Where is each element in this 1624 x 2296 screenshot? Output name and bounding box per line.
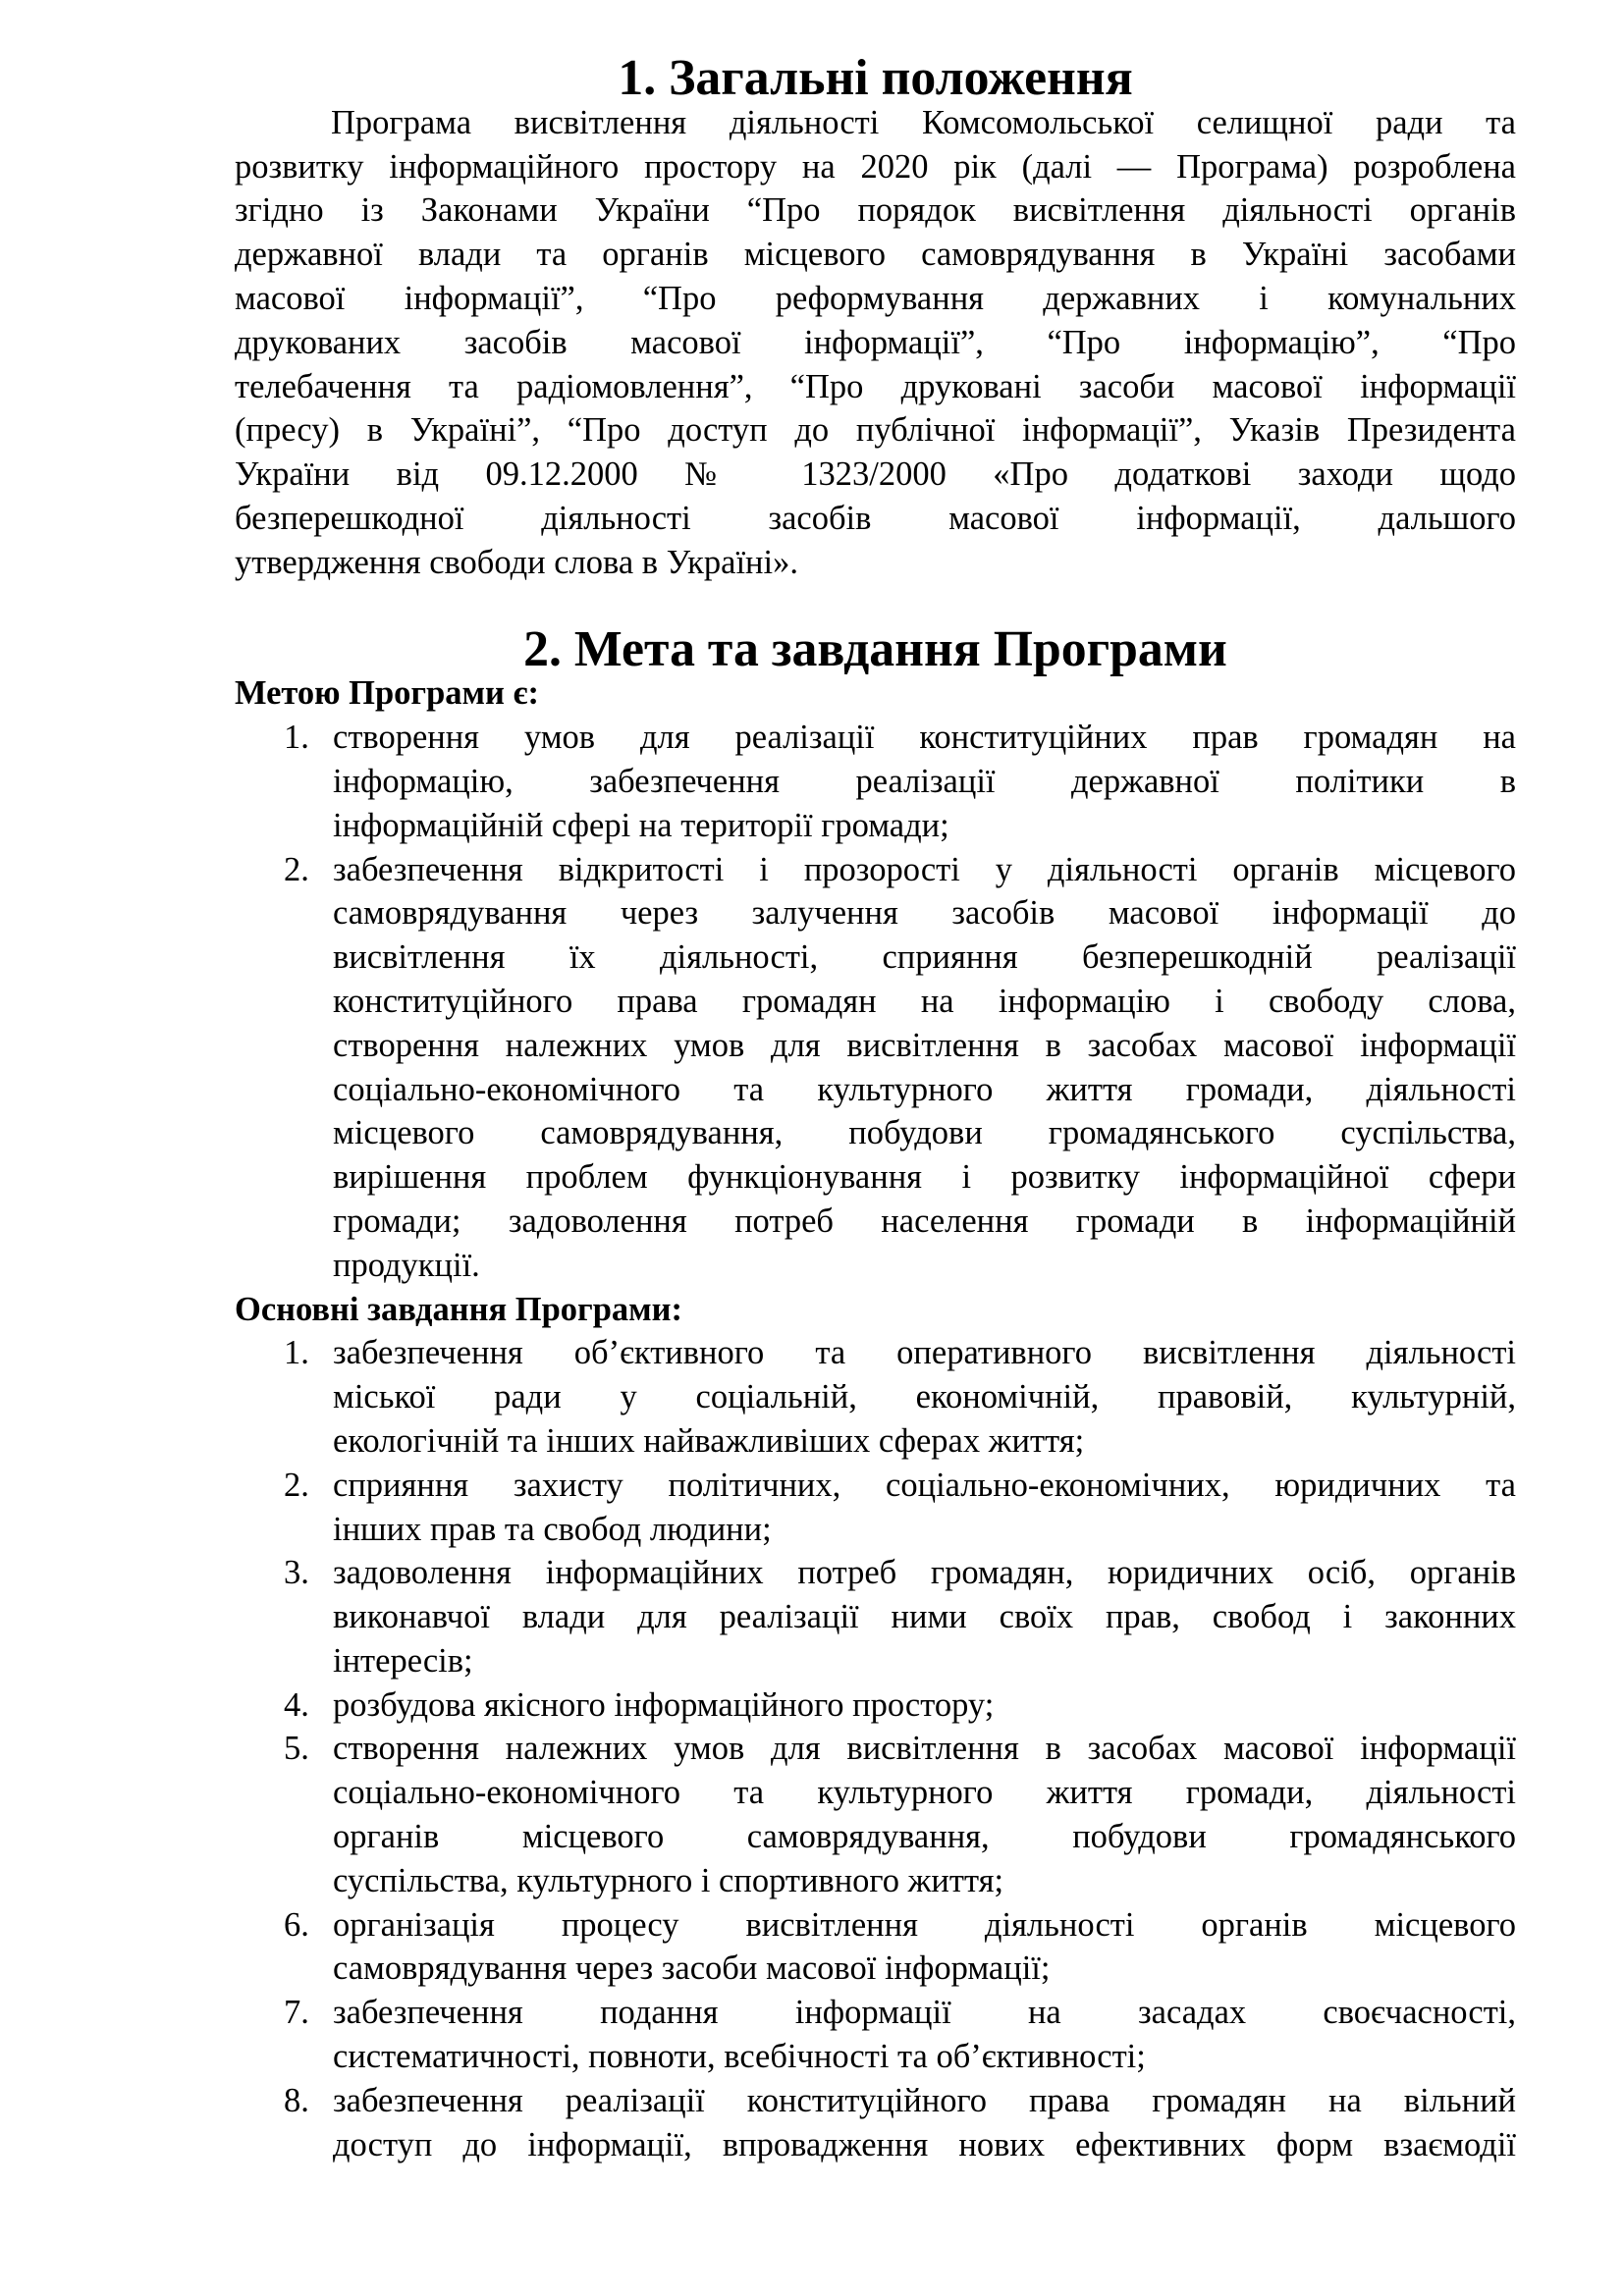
paragraph-line: України від 09.12.2000 № 1323/2000 «Про додаткові заходи щодо bbox=[235, 455, 1516, 494]
list-item-line: інтересів; bbox=[333, 1641, 473, 1680]
paragraph-line: друкованих засобів масової інформації”, “Про інформацію”, “Про bbox=[235, 323, 1516, 361]
paragraph-line: масової інформації”, “Про реформування державних і комунальних bbox=[235, 279, 1516, 317]
paragraph-line: (пресу) в Україні”, “Про доступ до публічної інформації”, Указів Президента bbox=[235, 411, 1516, 450]
list-item-line: створення умов для реалізації конституційних прав громадян на bbox=[333, 719, 1516, 757]
list-item-line: продукції. bbox=[333, 1246, 480, 1284]
list-item bbox=[235, 1991, 1516, 2079]
list-item-number: 5. bbox=[284, 1730, 309, 1768]
list-item bbox=[235, 716, 1516, 847]
section-1-heading: 1. Загальні положення bbox=[618, 50, 1133, 106]
list-item bbox=[235, 1551, 1516, 1682]
list-item-line: розбудова якісного інформаційного простору; bbox=[333, 1685, 995, 1724]
list-item-line: конституційного права громадян на інформацію і свободу слова, bbox=[333, 982, 1516, 1020]
list-item-line: інформацію, забезпечення реалізації державної політики в bbox=[333, 762, 1516, 800]
list-item-line: органів місцевого самоврядування, побудови громадянського bbox=[333, 1818, 1516, 1856]
list-item-line: виконавчої влади для реалізації ними своїх прав, свобод і законних bbox=[333, 1598, 1516, 1636]
list-item-line: самоврядування через залучення засобів масової інформації до bbox=[333, 894, 1516, 933]
list-item-line: організація процесу висвітлення діяльності органів місцевого bbox=[333, 1905, 1516, 1944]
paragraph-line: державної влади та органів місцевого самоврядування в Україні засобами bbox=[235, 236, 1516, 274]
list-item bbox=[235, 1464, 1516, 1552]
section-1-paragraph bbox=[235, 101, 1516, 585]
list-item-line: соціально-економічного та культурного життя громади, діяльності bbox=[333, 1070, 1516, 1108]
list-item bbox=[235, 1683, 1516, 1728]
tasks-heading: Основні завдання Програми: bbox=[235, 1290, 683, 1328]
list-item bbox=[235, 848, 1516, 1288]
list-item-number: 6. bbox=[284, 1905, 309, 1944]
list-item-line: соціально-економічного та культурного життя громади, діяльності bbox=[333, 1774, 1516, 1812]
list-item-number: 2. bbox=[284, 1466, 309, 1504]
list-item-line: громади; задоволення потреб населення громади в інформаційній bbox=[333, 1201, 1516, 1240]
paragraph-line: утвердження свободи слова в Україні». bbox=[235, 543, 798, 581]
list-item-number: 1. bbox=[284, 1334, 309, 1372]
paragraph-line: розвитку інформаційного простору на 2020 рік (далі — Програма) розроблена bbox=[235, 147, 1516, 186]
list-item-line: самоврядування через засоби масової інформації; bbox=[333, 1949, 1051, 1988]
list-item-number: 3. bbox=[284, 1554, 309, 1592]
goal-heading: Метою Програми є: bbox=[235, 674, 539, 713]
list-item-line: висвітлення їх діяльності, сприяння безперешкодній реалізації bbox=[333, 938, 1516, 977]
list-item-line: створення належних умов для висвітлення в засобах масової інформації bbox=[333, 1730, 1516, 1768]
list-item bbox=[235, 1727, 1516, 1902]
list-item-line: інших прав та свобод людини; bbox=[333, 1510, 772, 1548]
list-item-line: забезпечення реалізації конституційного права громадян на вільний bbox=[333, 2081, 1516, 2119]
list-item-line: задоволення інформаційних потреб громадян, юридичних осіб, органів bbox=[333, 1554, 1516, 1592]
list-item-line: забезпечення об’єктивного та оперативного висвітлення діяльності bbox=[333, 1334, 1516, 1372]
list-item-line: екологічній та інших найважливіших сферах життя; bbox=[333, 1421, 1085, 1460]
tasks-list bbox=[235, 1331, 1516, 2166]
list-item-number: 1. bbox=[284, 719, 309, 757]
list-item-line: забезпечення подання інформації на засадах своєчасності, bbox=[333, 1994, 1516, 2032]
paragraph-line: безперешкодної діяльності засобів масової інформації, дальшого bbox=[235, 499, 1516, 537]
list-item-line: забезпечення відкритості і прозорості у діяльності органів місцевого bbox=[333, 850, 1516, 888]
list-item-number: 8. bbox=[284, 2081, 309, 2119]
list-item bbox=[235, 2079, 1516, 2167]
list-item-line: систематичності, повноти, всебічності та об’єктивності; bbox=[333, 2038, 1146, 2076]
list-item-line: створення належних умов для висвітлення в засобах масової інформації bbox=[333, 1026, 1516, 1064]
list-item-number: 7. bbox=[284, 1994, 309, 2032]
paragraph-line: згідно із Законами України “Про порядок висвітлення діяльності органів bbox=[235, 191, 1516, 230]
list-item-number: 4. bbox=[284, 1685, 309, 1724]
list-item-number: 2. bbox=[284, 850, 309, 888]
list-item-line: місцевого самоврядування, побудови громадянського суспільства, bbox=[333, 1114, 1516, 1152]
list-item bbox=[235, 1331, 1516, 1463]
goals-list bbox=[235, 716, 1516, 1287]
list-item-line: сприяння захисту політичних, соціально-економічних, юридичних та bbox=[333, 1466, 1516, 1504]
list-item-line: доступ до інформації, впровадження нових ефективних форм взаємодії bbox=[333, 2125, 1516, 2163]
document-page bbox=[235, 50, 1516, 2166]
list-item-line: суспільства, культурного і спортивного життя; bbox=[333, 1861, 1004, 1899]
paragraph-line: телебачення та радіомовлення”, “Про друковані засоби масової інформації bbox=[235, 367, 1516, 405]
list-item-line: інформаційній сфері на території громади; bbox=[333, 806, 949, 844]
list-item bbox=[235, 1903, 1516, 1992]
paragraph-line: Програма висвітлення діяльності Комсомольської селищної ради та bbox=[331, 103, 1516, 141]
section-2-heading: 2. Мета та завдання Програми bbox=[523, 620, 1227, 677]
list-item-line: міської ради у соціальній, економічній, правовій, культурній, bbox=[333, 1378, 1516, 1416]
list-item-line: вирішення проблем функціонування і розвитку інформаційної сфери bbox=[333, 1158, 1516, 1197]
